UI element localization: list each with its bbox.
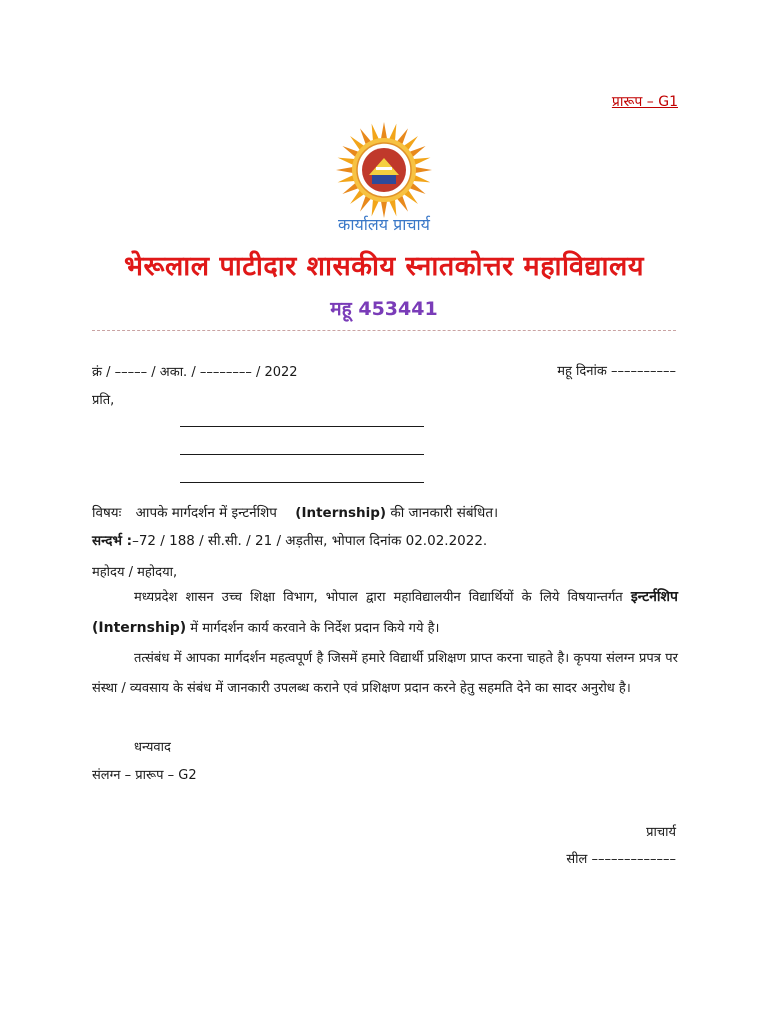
subject-label: विषयः	[92, 505, 122, 521]
college-city: महू 453441	[330, 298, 438, 320]
salutation: महोदय / महोदया,	[92, 565, 178, 580]
header-divider	[92, 330, 676, 331]
reference-number: क्रं / ––––– / अका. / –––––––– / 2022	[92, 365, 298, 380]
college-emblem-icon	[334, 120, 434, 220]
address-line	[180, 426, 424, 427]
paragraph1-text-after: में मार्गदर्शन कार्य करवाने के निर्देश प्रदान किये गये है।	[190, 621, 440, 636]
subject-text-after: की जानकारी संबंधित।	[390, 505, 499, 521]
paragraph2-text: तत्संबंध में आपका मार्गदर्शन महत्वपूर्ण है जिसमें हमारे विद्यार्थी प्रशिक्षण प्राप्त करना चाहते है। कृपया संलग्न प्रपत्र पर संस्था / व्यवसाय के संबंध में जानकारी उपलब्ध कराने एवं प्रशिक्षण प्रदान करने हेतु सहमति देने का सादर अनुरोध है।	[92, 651, 678, 696]
reference-text: –72 / 188 / सी.सी. / 21 / अड़तीस, भोपाल दिनांक 02.02.2022.	[132, 533, 488, 549]
office-label: कार्यालय प्राचार्य	[338, 215, 430, 234]
paragraph1-text: मध्यप्रदेश शासन उच्च शिक्षा विभाग, भोपाल द्वारा महाविद्यालयीन विद्यार्थियों के लिये विषयान्तर्गत	[134, 590, 623, 605]
address-line	[180, 482, 424, 483]
seal-line: सील –––––––––––––	[566, 852, 676, 867]
enclosure-text: संलग्न – प्रारूप – G2	[92, 768, 197, 783]
subject-line	[92, 503, 498, 521]
form-code: प्रारूप – G1	[611, 94, 678, 110]
address-line	[180, 454, 424, 455]
body-paragraph-2	[92, 644, 678, 704]
date-line: महू दिनांक ––––––––––	[557, 364, 676, 379]
college-name: भेरूलाल पाटीदार शासकीय स्नातकोत्तर महाविद्यालय	[123, 251, 645, 282]
subject-text: आपके मार्गदर्शन में इन्टर्नशिप	[135, 505, 277, 521]
reference-line	[92, 531, 487, 549]
paragraph1-bold: इन्टर्नशिप (Internship)	[92, 589, 679, 636]
body-paragraph-1	[92, 582, 678, 644]
principal-signature: प्राचार्य	[646, 825, 676, 840]
subject-bold: (Internship)	[295, 505, 387, 521]
reference-label: सन्दर्भ :	[92, 533, 133, 549]
thanks-text: धन्यवाद	[134, 740, 171, 755]
to-label: प्रति,	[92, 393, 115, 408]
